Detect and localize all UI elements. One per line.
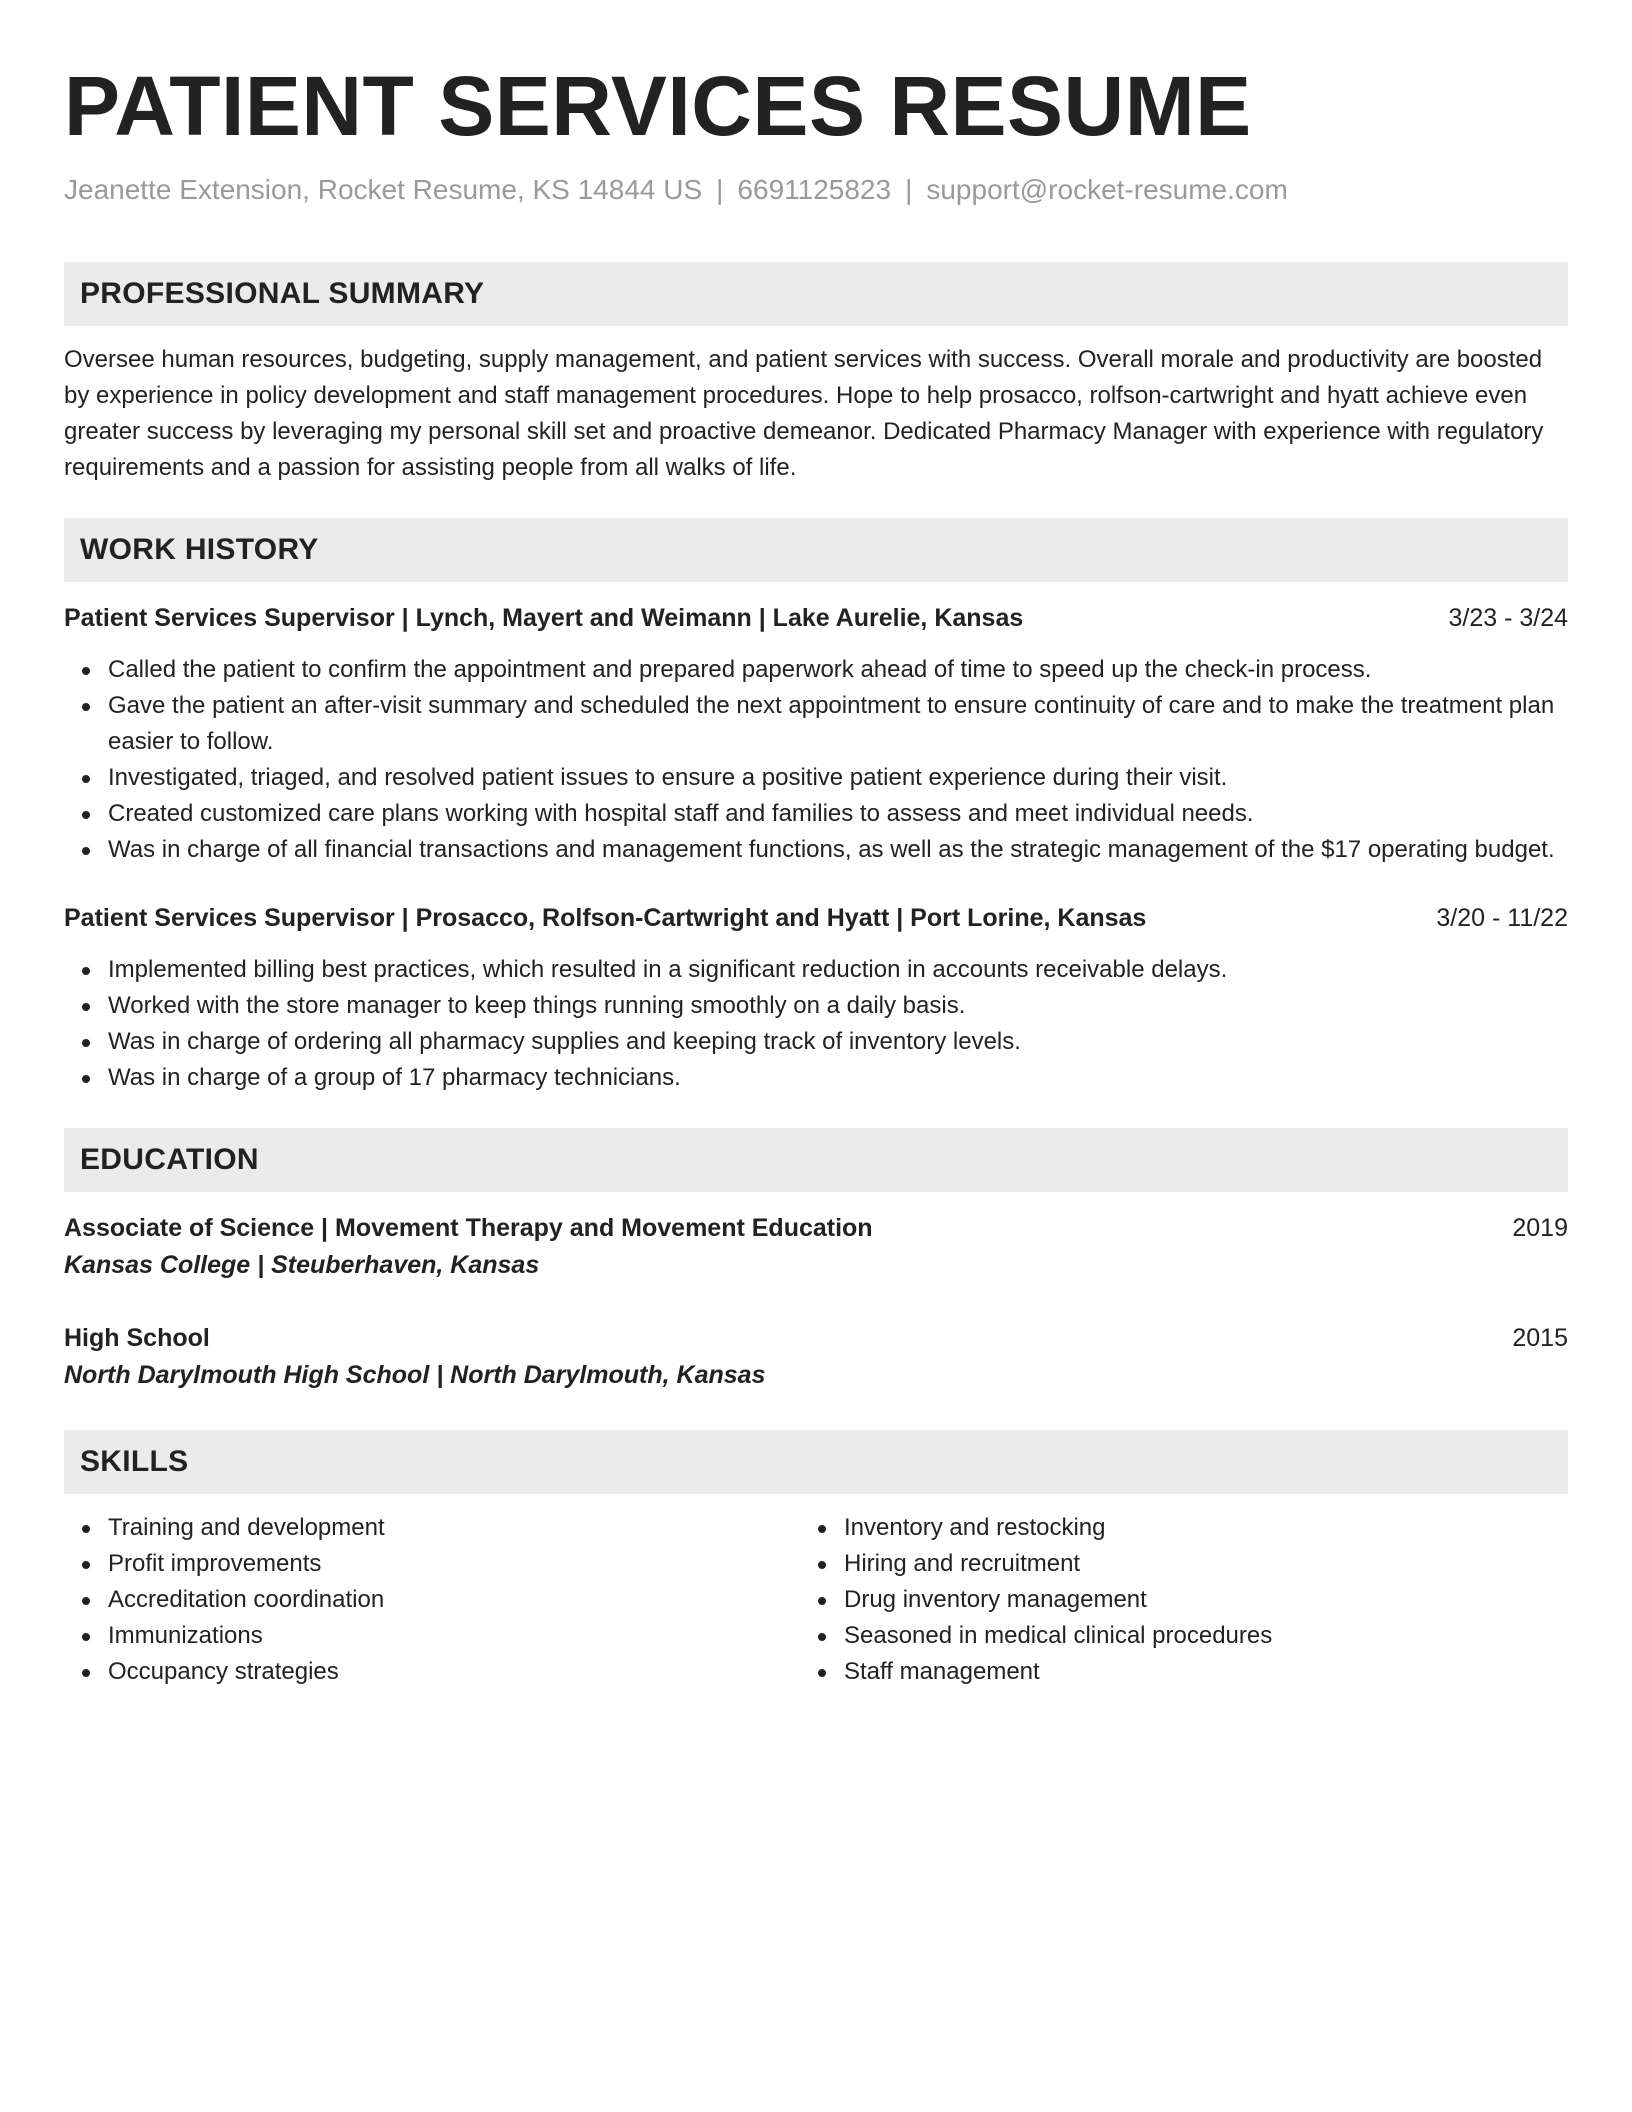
skill-item: Staff management bbox=[844, 1654, 1272, 1690]
contact-line bbox=[64, 172, 1568, 208]
job-entry bbox=[64, 900, 1568, 1096]
skill-item: Accreditation coordination bbox=[108, 1582, 800, 1618]
skill-item: Training and development bbox=[108, 1510, 800, 1546]
job-dates: 3/23 - 3/24 bbox=[1448, 604, 1568, 632]
job-header bbox=[64, 600, 1568, 636]
skills-column-right bbox=[800, 1510, 1272, 1690]
section-heading-work-history: WORK HISTORY bbox=[64, 518, 1568, 582]
education-header bbox=[64, 1210, 1568, 1246]
job-header bbox=[64, 900, 1568, 936]
job-bullet-list bbox=[64, 952, 1568, 1096]
job-title-line: Patient Services Supervisor | Lynch, Mayert and Weimann | Lake Aurelie, Kansas bbox=[64, 604, 1024, 632]
job-bullet: Worked with the store manager to keep things running smoothly on a daily basis. bbox=[108, 988, 1568, 1024]
summary-text: Oversee human resources, budgeting, supply management, and patient services with success. Overall morale and productivity are boosted by experience in policy development and staff management procedures. Hope to help prosacco, rolfson-cartwright and hyatt achieve even greater success by leveraging my personal skill set and proactive demeanor. Dedicated Pharmacy Manager with experience with regulatory requirements and a passion for assisting people from all walks of life. bbox=[64, 346, 1544, 481]
skill-item: Seasoned in medical clinical procedures bbox=[844, 1618, 1272, 1654]
contact-separator: | bbox=[716, 174, 724, 205]
education-year: 2015 bbox=[1512, 1324, 1568, 1352]
job-dates: 3/20 - 11/22 bbox=[1436, 904, 1568, 932]
skill-item: Drug inventory management bbox=[844, 1582, 1272, 1618]
resume-title: PATIENT SERVICES RESUME bbox=[64, 59, 1252, 153]
education-school: North Darylmouth High School | North Darylmouth, Kansas bbox=[64, 1361, 766, 1389]
skill-item: Hiring and recruitment bbox=[844, 1546, 1272, 1582]
job-bullet: Was in charge of ordering all pharmacy supplies and keeping track of inventory levels. bbox=[108, 1024, 1568, 1060]
section-heading-summary: PROFESSIONAL SUMMARY bbox=[64, 262, 1568, 326]
section-heading-skills: SKILLS bbox=[64, 1430, 1568, 1494]
education-degree: Associate of Science | Movement Therapy and Movement Education bbox=[64, 1214, 873, 1242]
skills-column-left bbox=[64, 1510, 800, 1690]
job-bullet: Was in charge of all financial transactions and management functions, as well as the strategic management of the $17 operating budget. bbox=[108, 832, 1568, 868]
job-entry bbox=[64, 600, 1568, 868]
job-bullet: Implemented billing best practices, which resulted in a significant reduction in accounts receivable delays. bbox=[108, 952, 1568, 988]
job-title-line: Patient Services Supervisor | Prosacco, Rolfson-Cartwright and Hyatt | Port Lorine, Kansas bbox=[64, 904, 1147, 932]
education-school: Kansas College | Steuberhaven, Kansas bbox=[64, 1251, 540, 1279]
skill-item: Inventory and restocking bbox=[844, 1510, 1272, 1546]
section-heading-education: EDUCATION bbox=[64, 1128, 1568, 1192]
education-degree: High School bbox=[64, 1324, 210, 1352]
job-bullet: Created customized care plans working with hospital staff and families to assess and meet individual needs. bbox=[108, 796, 1568, 832]
job-bullet: Investigated, triaged, and resolved patient issues to ensure a positive patient experience during their visit. bbox=[108, 760, 1568, 796]
skill-item: Immunizations bbox=[108, 1618, 800, 1654]
skill-item: Occupancy strategies bbox=[108, 1654, 800, 1690]
contact-address: Jeanette Extension, Rocket Resume, KS 14844 US bbox=[64, 174, 703, 205]
job-bullet-list bbox=[64, 652, 1568, 868]
skills-list bbox=[800, 1510, 1272, 1690]
skills-grid bbox=[64, 1510, 1568, 1690]
job-bullet: Called the patient to confirm the appointment and prepared paperwork ahead of time to speed up the check-in process. bbox=[108, 652, 1568, 688]
contact-email[interactable]: support@rocket-resume.com bbox=[926, 174, 1288, 205]
education-year: 2019 bbox=[1512, 1214, 1568, 1242]
education-header bbox=[64, 1320, 1568, 1356]
skill-item: Profit improvements bbox=[108, 1546, 800, 1582]
education-entry bbox=[64, 1320, 1568, 1394]
contact-separator: | bbox=[905, 174, 913, 205]
education-entry bbox=[64, 1210, 1568, 1284]
skills-list bbox=[64, 1510, 800, 1690]
contact-phone: 6691125823 bbox=[737, 174, 892, 205]
job-bullet: Was in charge of a group of 17 pharmacy technicians. bbox=[108, 1060, 1568, 1096]
job-bullet: Gave the patient an after-visit summary and scheduled the next appointment to ensure continuity of care and to make the treatment plan easier to follow. bbox=[108, 688, 1568, 760]
